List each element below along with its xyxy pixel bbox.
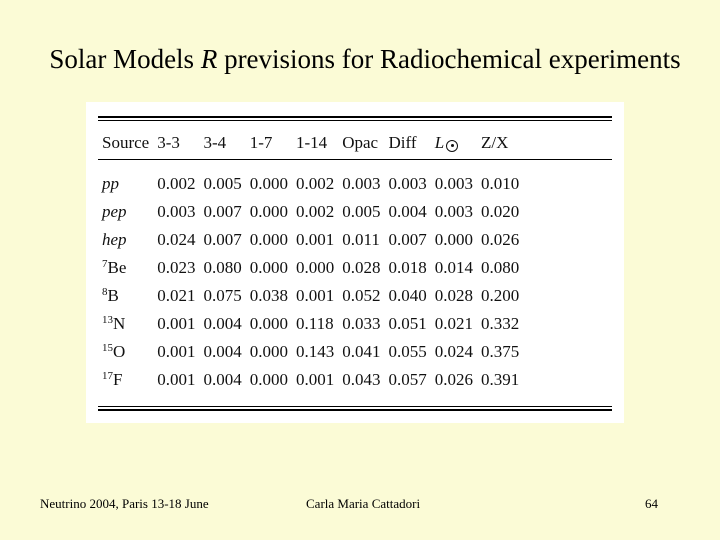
value-cell: 0.075 (203, 286, 242, 305)
table-header-row (98, 124, 523, 161)
value-cell: 0.001 (157, 342, 196, 361)
table-row (98, 161, 523, 198)
value-cell: 0.003 (157, 202, 196, 221)
value-cell: 0.051 (388, 314, 427, 333)
value-cell: 0.024 (434, 342, 473, 361)
value-cell: 0.391 (480, 370, 520, 389)
slide-title-prefix: Solar Models (49, 44, 201, 74)
value-cell: 0.004 (203, 314, 242, 333)
value-cell: 0.005 (342, 202, 381, 221)
table-row (98, 198, 523, 226)
source-cell (98, 226, 153, 254)
table-bottom-rule-thin (98, 406, 612, 407)
value-cell: 0.021 (157, 286, 196, 305)
value-cell: 0.020 (480, 202, 520, 221)
source-name: B (107, 286, 119, 305)
value-cell: 0.028 (342, 258, 381, 277)
value-cell: 0.000 (249, 202, 288, 221)
header-luminosity (431, 124, 477, 161)
value-cell: 0.003 (388, 174, 427, 193)
value-cell: 0.004 (203, 342, 242, 361)
value-cell: 0.052 (342, 286, 381, 305)
source-name: N (113, 314, 126, 333)
value-cell: 0.000 (249, 230, 288, 249)
value-cell: 0.001 (295, 230, 335, 249)
source-name: F (113, 370, 123, 389)
value-cell: 0.021 (434, 314, 473, 333)
source-mass-number: 13 (102, 314, 113, 326)
value-cell: 0.143 (295, 342, 335, 361)
value-cell: 0.080 (203, 258, 242, 277)
value-cell: 0.007 (388, 230, 427, 249)
value-cell: 0.002 (295, 202, 335, 221)
source-name: hep (102, 230, 127, 249)
header-3-3: 3-3 (157, 132, 180, 152)
slide-title-suffix: previsions for Radiochemical experiments (217, 44, 681, 74)
value-cell: 0.011 (342, 230, 380, 249)
table-top-rule (98, 116, 612, 118)
source-cell (98, 282, 153, 310)
value-cell: 0.014 (434, 258, 473, 277)
table-row (98, 282, 523, 310)
source-cell (98, 338, 153, 366)
value-cell: 0.000 (249, 370, 288, 389)
source-cell (98, 366, 153, 394)
value-cell: 0.000 (249, 174, 288, 193)
value-cell: 0.033 (342, 314, 381, 333)
table-row (98, 226, 523, 254)
value-cell: 0.010 (480, 174, 520, 193)
value-cell: 0.375 (480, 342, 520, 361)
header-1-14: 1-14 (295, 132, 328, 152)
value-cell: 0.002 (295, 174, 335, 193)
value-cell: 0.001 (157, 370, 196, 389)
header-luminosity-label: L (434, 132, 445, 152)
value-cell: 0.000 (249, 342, 288, 361)
value-cell: 0.024 (157, 230, 196, 249)
source-name: O (113, 342, 126, 361)
value-cell: 0.026 (480, 230, 520, 249)
value-cell: 0.001 (295, 370, 335, 389)
value-cell: 0.026 (434, 370, 473, 389)
value-cell: 0.001 (295, 286, 335, 305)
header-opac: Opac (342, 132, 379, 152)
value-cell: 0.000 (249, 314, 288, 333)
footer-conference: Neutrino 2004, Paris 13-18 June (40, 496, 209, 511)
value-cell: 0.332 (480, 314, 520, 333)
value-cell: 0.200 (480, 286, 520, 305)
value-cell: 0.118 (295, 314, 334, 333)
header-z-x: Z/X (480, 132, 509, 152)
source-name: pep (102, 202, 127, 221)
header-diff: Diff (388, 132, 417, 152)
slide-title (0, 44, 720, 75)
uncertainty-table-panel (86, 102, 624, 423)
source-mass-number: 15 (102, 342, 113, 354)
value-cell: 0.000 (434, 230, 473, 249)
value-cell: 0.000 (295, 258, 335, 277)
source-cell (98, 310, 153, 338)
table-bottom-rule (98, 409, 612, 411)
value-cell: 0.004 (203, 370, 242, 389)
value-cell: 0.005 (203, 174, 242, 193)
value-cell: 0.003 (434, 202, 473, 221)
table-row (98, 366, 523, 394)
value-cell: 0.003 (434, 174, 473, 193)
header-1-7: 1-7 (249, 132, 273, 152)
footer-page-number: 64 (645, 496, 658, 511)
value-cell: 0.040 (388, 286, 427, 305)
table-top-rule-thin (98, 120, 612, 121)
value-cell: 0.001 (157, 314, 196, 333)
value-cell: 0.004 (388, 202, 427, 221)
source-cell (98, 198, 153, 226)
table-row (98, 310, 523, 338)
value-cell: 0.043 (342, 370, 381, 389)
table-row (98, 338, 523, 366)
value-cell: 0.080 (480, 258, 520, 277)
value-cell: 0.018 (388, 258, 427, 277)
source-name: pp (102, 174, 119, 193)
value-cell: 0.000 (249, 258, 288, 277)
footer-author: Carla Maria Cattadori (306, 496, 421, 511)
source-mass-number: 17 (102, 370, 113, 382)
value-cell: 0.041 (342, 342, 381, 361)
source-mass-number: 8 (102, 286, 108, 298)
source-cell (98, 254, 153, 282)
source-cell (98, 161, 153, 198)
table-body (98, 161, 523, 394)
value-cell: 0.057 (388, 370, 427, 389)
value-cell: 0.002 (157, 174, 196, 193)
value-cell: 0.038 (249, 286, 288, 305)
value-cell: 0.028 (434, 286, 473, 305)
header-source: Source (102, 132, 150, 152)
table-row (98, 254, 523, 282)
value-cell: 0.003 (342, 174, 381, 193)
source-name: Be (107, 258, 127, 277)
value-cell: 0.055 (388, 342, 427, 361)
value-cell: 0.007 (203, 230, 242, 249)
header-3-4: 3-4 (203, 132, 227, 152)
slide-title-italic: R (200, 44, 218, 74)
value-cell: 0.007 (203, 202, 242, 221)
source-mass-number: 7 (102, 258, 108, 270)
sun-symbol-icon (446, 140, 458, 152)
value-cell: 0.023 (157, 258, 196, 277)
uncertainty-table (98, 124, 523, 394)
